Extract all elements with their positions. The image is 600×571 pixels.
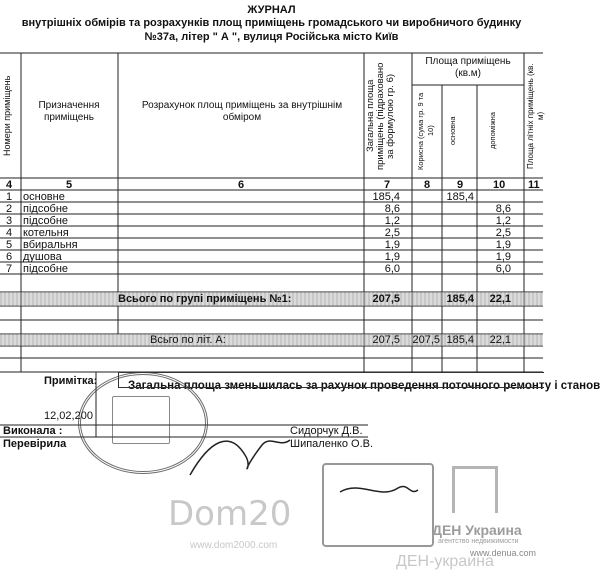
dom2000-watermark: Dom20 <box>168 494 292 534</box>
col-number: 5 <box>66 179 73 191</box>
room-purpose: душова <box>23 251 62 263</box>
inventory-stamp <box>322 463 434 547</box>
room-total-area: 1,2 <box>384 215 400 227</box>
lit-total-label: Всьго по літ. А: <box>150 334 226 346</box>
room-aux-area: 2,5 <box>495 227 511 239</box>
room-total-area: 6,0 <box>384 263 400 275</box>
col-summer-header: Площа літніх приміщень (кв. м) <box>526 63 545 169</box>
group-total-aux: 22,1 <box>489 293 511 305</box>
journal-subtitle: внутрішніх обмірів та розрахунків площ приміщень громадського чи виробничого будинку <box>21 17 522 29</box>
room-number: 7 <box>6 263 13 275</box>
col-aux-header: допоміжна <box>488 112 497 150</box>
group-total-main: 185,4 <box>446 293 474 305</box>
den-url: www.denua.com <box>470 548 537 558</box>
journal-address: №37а, літер " А ", вулиця Російська місто Київ <box>144 31 399 43</box>
room-purpose: вбиральня <box>23 239 78 251</box>
stamp-inner-box <box>112 396 170 444</box>
col-purpose-header: Призначення приміщень <box>38 100 100 123</box>
signature-role: Виконала : <box>3 425 63 437</box>
room-number: 6 <box>6 251 13 263</box>
lit-total-aux: 22,1 <box>489 334 511 346</box>
date: 12,02,200 <box>44 410 93 422</box>
col-number: 7 <box>384 179 391 191</box>
lit-total-useful: 207,5 <box>412 334 440 346</box>
signature-role: Перевірила <box>3 438 67 450</box>
room-total-area: 2,5 <box>384 227 400 239</box>
room-total-area: 8,6 <box>384 203 400 215</box>
signature-name: Шипаленко О.В. <box>290 438 374 450</box>
room-aux-area: 1,2 <box>495 215 511 227</box>
room-total-area: 1,9 <box>384 251 400 263</box>
col-number: 8 <box>424 179 431 191</box>
room-purpose: підсобне <box>23 203 69 215</box>
den-subtitle: агентство недвижимости <box>438 538 519 545</box>
room-purpose: котельня <box>23 227 69 239</box>
room-total-area: 1,9 <box>384 239 400 251</box>
note-label: Примітка: <box>44 375 98 387</box>
col-main-header: основна <box>448 116 457 146</box>
room-main-area: 185,4 <box>446 191 474 203</box>
room-aux-area: 6,0 <box>495 263 511 275</box>
group-total-total: 207,5 <box>372 293 400 305</box>
dom2000-url: www.dom2000.com <box>190 540 278 551</box>
lit-total-main: 185,4 <box>446 334 474 346</box>
room-total-area: 185,4 <box>372 191 400 203</box>
col-total-header: Загальна площа приміщень (підраховано за формулою гр. 6) <box>365 62 396 170</box>
room-number: 5 <box>6 239 13 251</box>
room-aux-area: 8,6 <box>495 203 511 215</box>
col-number: 9 <box>457 179 464 191</box>
den-logo-icon <box>452 466 498 513</box>
col-number: 4 <box>6 179 13 191</box>
col-useful-header: Корисна (сума гр. 9 та 10) <box>416 92 435 170</box>
room-number: 2 <box>6 203 13 215</box>
room-purpose: підсобне <box>23 263 69 275</box>
col-number: 10 <box>493 179 506 191</box>
den-watermark: ДЕН Украина <box>432 522 522 538</box>
room-number: 1 <box>6 191 13 203</box>
signature-name: Сидорчук Д.В. <box>290 425 363 437</box>
room-purpose: підсобне <box>23 215 69 227</box>
room-number: 3 <box>6 215 13 227</box>
col-calc-header: Розрахунок площ приміщень за внутрішнім обміром <box>141 100 343 123</box>
note-text: Загальна площа зменьшилась за рахунок проведення поточного ремонту і станов <box>128 380 600 392</box>
col-number: 6 <box>238 179 245 191</box>
col-room-no-header: Номери приміщень <box>2 75 12 157</box>
journal-title: ЖУРНАЛ <box>247 4 296 16</box>
group-total-label: Всього по групі приміщень №1: <box>118 293 292 305</box>
room-purpose: основне <box>23 191 65 203</box>
room-number: 4 <box>6 227 13 239</box>
room-aux-area: 1,9 <box>495 239 511 251</box>
room-aux-area: 1,9 <box>495 251 511 263</box>
col-number: 11 <box>528 179 540 191</box>
den-bottom-watermark: ДЕН-украина <box>396 553 494 570</box>
lit-total-total: 207,5 <box>372 334 400 346</box>
col-area-group-header: Площа приміщень (кв.м) <box>425 56 511 79</box>
